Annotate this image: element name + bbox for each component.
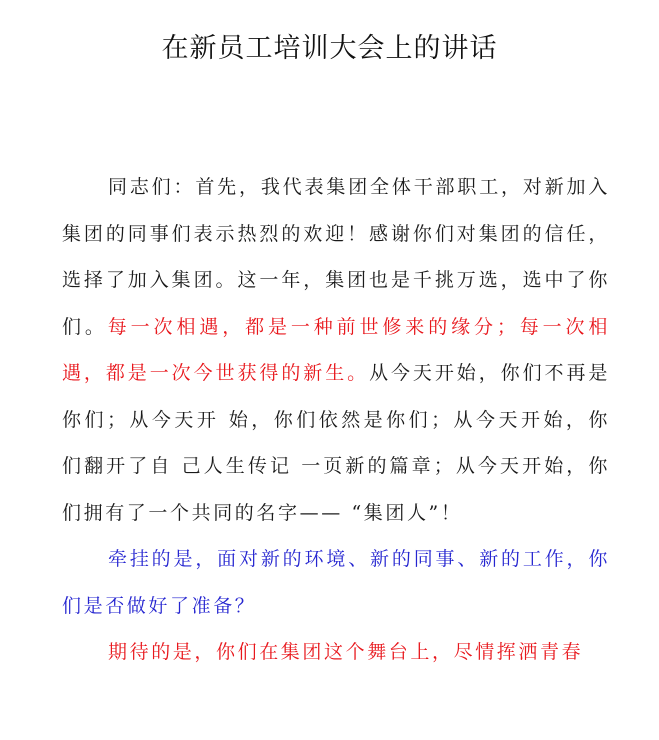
welcome-text: 同志们：首先，我代表集团全体干部职工，对新加入集团的同事们表示热烈的欢迎！感谢你们对集团的信任，选择了加入集团。这一年，集团也是千挑万选，选中了你们。: [62, 176, 610, 338]
from-today-text: 从今天开始，你们不再是你们；从今天开 始，你们依然是你们；从今天开始，你们翻开了自 己人生传记 一页新的篇章；从今天开始，你们拥有了一个共同的名字—— “集团人”！: [62, 362, 610, 524]
document-body: [62, 164, 610, 676]
highlight-red-text: 每一次相遇，都是一种前世修来的缘分；每一次相遇，都是一次今世获得的新生。: [62, 315, 611, 384]
document-title: 在新员工培训大会上的讲话: [161, 33, 498, 64]
paragraph-welcome: [62, 164, 610, 536]
paragraph-expectation: 期待的是，你们在集团这个舞台上，尽情挥洒青春: [108, 641, 584, 663]
paragraph-concern: 牵挂的是，面对新的环境、新的同事、新的工作，你们是否做好了准备？: [62, 548, 610, 617]
